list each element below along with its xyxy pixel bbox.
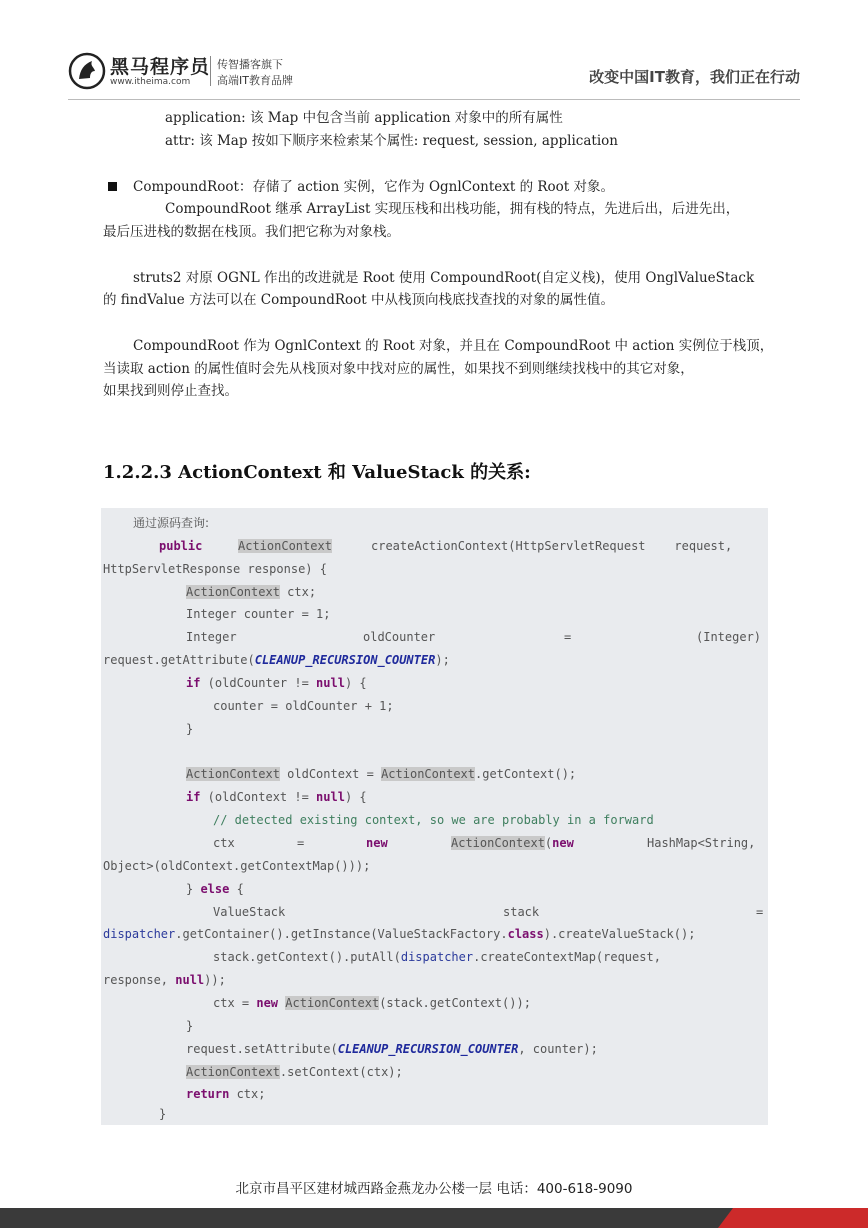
footer-address: 北京市昌平区建材城西路金燕龙办公楼一层 电话：400-618-9090	[235, 1181, 633, 1197]
code-line: dispatcher.getContainer().getInstance(ValueStackFactory.class).createValueStack();	[103, 927, 696, 941]
code-comment: // detected existing context, so we are probably in a forward	[213, 813, 654, 827]
para-root-3: 如果找到则停止查找。	[103, 383, 238, 399]
code-line: request.getAttribute(CLEANUP_RECURSION_COUNTER);	[103, 653, 450, 667]
logo-divider	[210, 56, 211, 86]
code-intro: 通过源码查询:	[133, 516, 210, 530]
code-line: return ctx;	[186, 1087, 266, 1101]
code-line: Object>(oldContext.getContextMap()));	[103, 859, 371, 873]
code-line: =	[297, 836, 305, 850]
code-line: Integer	[186, 630, 237, 644]
code-line: request.setAttribute(CLEANUP_RECURSION_COUNTER, counter);	[186, 1042, 598, 1056]
code-line: ActionContext(new	[451, 836, 574, 850]
code-line: ctx = new ActionContext(stack.getContext());	[213, 996, 531, 1010]
para-struts2-1: struts2 对原 OGNL 作出的改进就是 Root 使用 CompoundRoot(自定义栈)，使用 OnglValueStack	[133, 270, 755, 286]
code-line: new	[366, 836, 388, 850]
para-root-1: CompoundRoot 作为 OgnlContext 的 Root 对象，并且在 CompoundRoot 中 action 实例位于栈顶，	[133, 338, 774, 354]
code-line: stack.getContext().putAll(dispatcher.createContextMap(request,	[213, 950, 661, 964]
para-attr: attr: 该 Map 按如下顺序来检索某个属性: request, session, application	[165, 133, 618, 149]
code-line: public	[159, 539, 203, 553]
code-line: ActionContext ctx;	[186, 585, 317, 599]
para-compoundroot-2: CompoundRoot 继承 ArrayList 实现压栈和出栈功能，拥有栈的特点，先进后出，后进先出，	[165, 201, 740, 217]
code-line: response, null));	[103, 973, 226, 987]
brand-url: www.itheima.com	[110, 77, 191, 87]
section-heading: 1.2.2.3 ActionContext 和 ValueStack 的关系:	[103, 462, 531, 483]
code-line: HashMap<String,	[647, 836, 756, 850]
code-line: HttpServletResponse response) {	[103, 562, 327, 576]
horse-logo-icon	[68, 52, 106, 90]
code-line: oldCounter	[363, 630, 436, 644]
code-line: ActionContext.setContext(ctx);	[186, 1065, 403, 1079]
code-line: ActionContext	[238, 539, 332, 553]
para-application: application: 该 Map 中包含当前 application 对象中的所有属性	[165, 110, 563, 126]
brand-tagline-1: 传智播客旗下	[217, 58, 283, 71]
code-line: createActionContext(HttpServletRequest request,	[371, 539, 733, 553]
code-line: }	[186, 1019, 194, 1033]
code-block	[101, 508, 768, 1125]
code-line: }	[159, 1107, 167, 1121]
code-line: ActionContext oldContext = ActionContext.getContext();	[186, 767, 577, 781]
code-line: ctx	[213, 836, 235, 850]
code-line: stack	[503, 905, 540, 919]
code-line: counter = oldCounter + 1;	[213, 699, 394, 713]
brand-tagline-2: 高端IT教育品牌	[217, 74, 293, 87]
code-line: (Integer)	[696, 630, 762, 644]
header-slogan: 改变中国IT教育，我们正在行动	[589, 68, 800, 86]
page-header	[0, 0, 868, 100]
code-line: ValueStack	[213, 905, 286, 919]
para-compoundroot-1: CompoundRoot：存储了 action 实例，它作为 OgnlContext 的 Root 对象。	[133, 179, 614, 195]
bullet-square	[108, 182, 117, 191]
para-compoundroot-3: 最后压进栈的数据在栈顶。我们把它称为对象栈。	[103, 224, 400, 240]
code-line: if (oldContext != null) {	[186, 790, 367, 804]
footer-accent	[718, 1208, 868, 1228]
code-line: } else {	[186, 882, 244, 896]
brand-name: 黑马程序员	[110, 56, 211, 78]
code-line: =	[564, 630, 572, 644]
code-line: if (oldCounter != null) {	[186, 676, 367, 690]
code-line: Integer counter = 1;	[186, 607, 331, 621]
para-root-2: 当读取 action 的属性值时会先从栈顶对象中找对应的属性，如果找不到则继续找栈中的其它对象，	[103, 361, 694, 377]
para-struts2-2: 的 findValue 方法可以在 CompoundRoot 中从栈顶向栈底找查找的对象的属性值。	[103, 292, 614, 308]
header-divider	[68, 99, 800, 100]
code-line: }	[186, 722, 194, 736]
code-line: =	[756, 905, 764, 919]
